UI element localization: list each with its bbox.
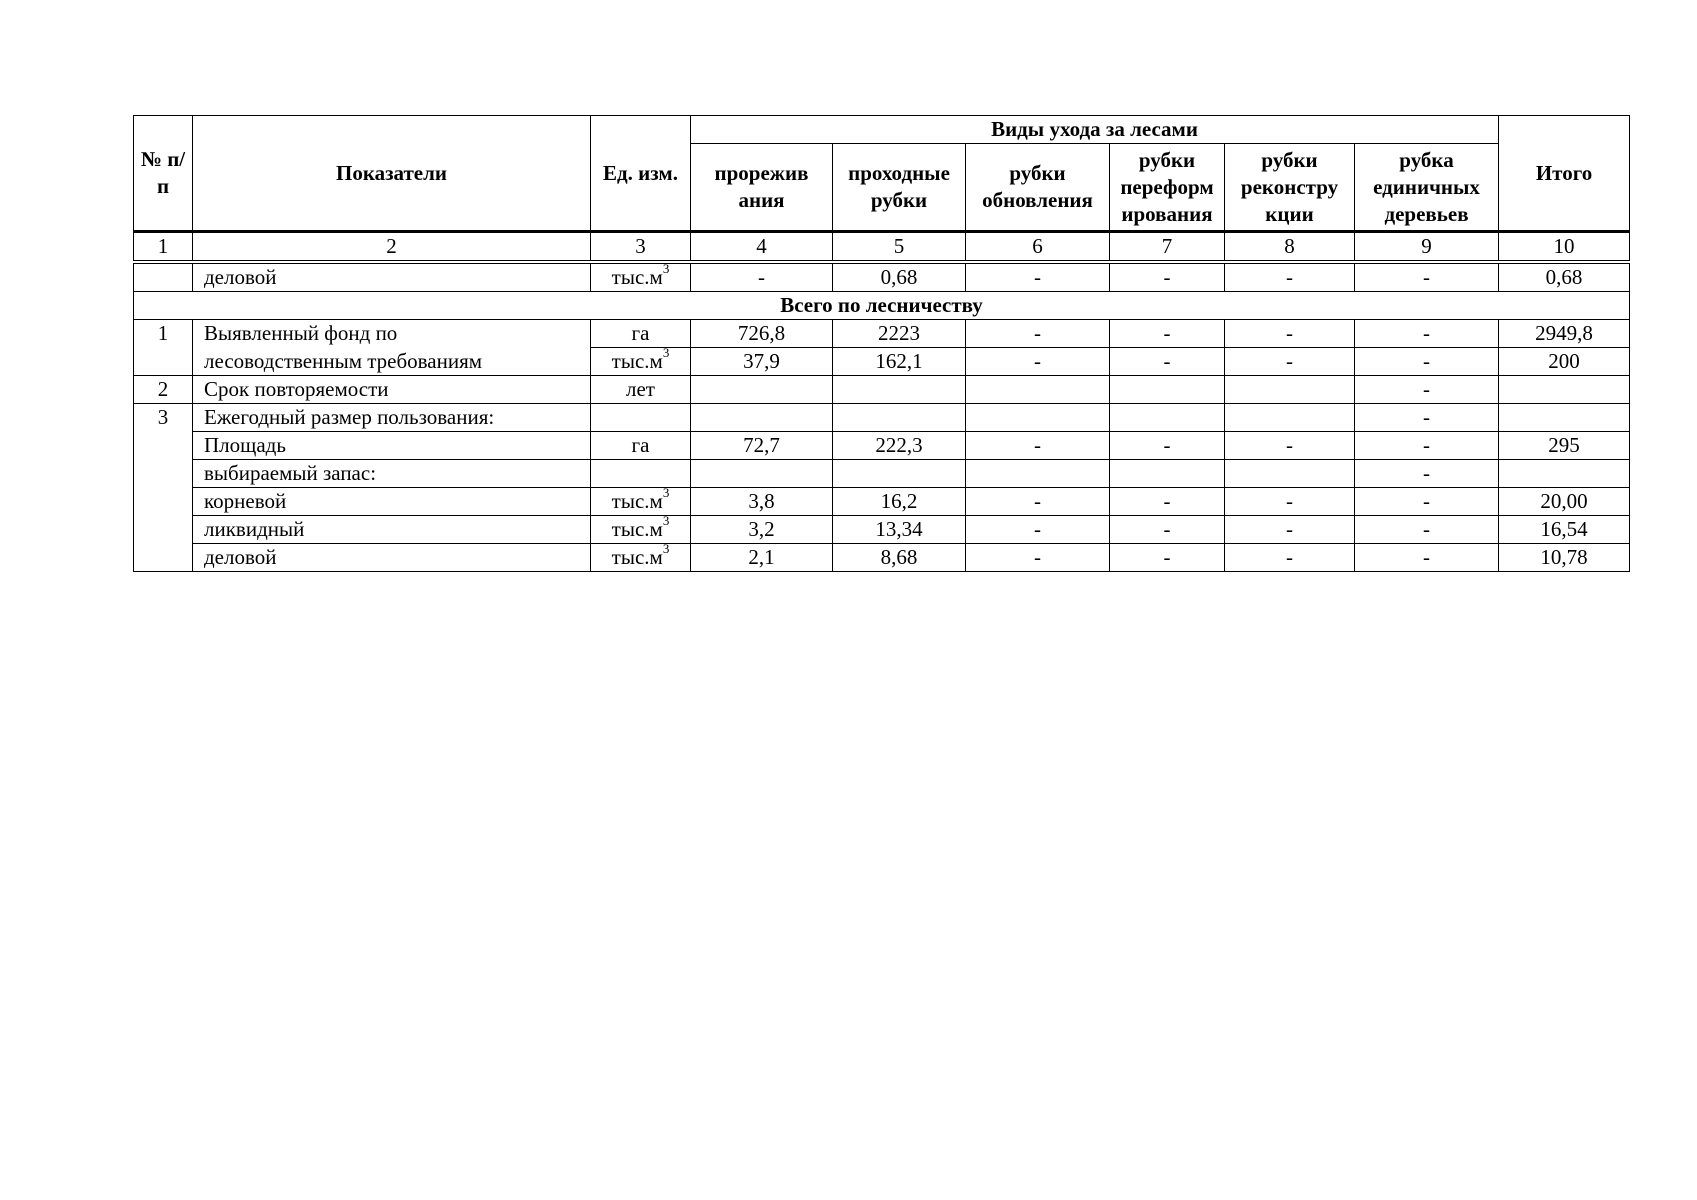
row-unit — [591, 460, 691, 488]
row-num — [134, 262, 193, 292]
colnum-1: 1 — [134, 232, 193, 263]
row-val: - — [1110, 432, 1225, 460]
row-val: - — [1225, 544, 1355, 572]
document-page — [133, 115, 1630, 572]
unit-sup: 3 — [662, 487, 670, 500]
row-val: 37,9 — [691, 348, 833, 376]
continued-row — [134, 262, 1630, 292]
header-unit: Ед. изм. — [591, 116, 691, 232]
row-val: - — [1225, 348, 1355, 376]
row-val: - — [966, 544, 1110, 572]
header-col-renewal: рубки обновления — [966, 144, 1110, 232]
section-row — [134, 292, 1630, 320]
row-name: ликвидный — [193, 516, 591, 544]
row-val: - — [1225, 516, 1355, 544]
row-val: - — [1355, 432, 1499, 460]
table-body — [134, 320, 1630, 572]
row-val: 13,34 — [833, 516, 966, 544]
row-val: - — [966, 516, 1110, 544]
row-val: - — [1355, 516, 1499, 544]
table-row — [134, 432, 1630, 460]
unit-sup: 3 — [662, 515, 670, 528]
header-row-1 — [134, 116, 1630, 144]
row-val: - — [1225, 488, 1355, 516]
row-unit — [591, 376, 691, 404]
row-total: 295 — [1499, 432, 1630, 460]
unit-sup: 3 — [662, 262, 670, 276]
row-val: - — [1110, 516, 1225, 544]
row-val: - — [1355, 262, 1499, 292]
row-val: 72,7 — [691, 432, 833, 460]
row-num: 2 — [134, 376, 193, 404]
row-val — [833, 376, 966, 404]
row-total: 20,00 — [1499, 488, 1630, 516]
row-name: Площадь — [193, 432, 591, 460]
table-row — [134, 460, 1630, 488]
row-val: - — [1110, 488, 1225, 516]
row-name: деловой — [193, 262, 591, 292]
row-total — [1499, 460, 1630, 488]
row-val: - — [1110, 320, 1225, 348]
row-val — [1110, 376, 1225, 404]
header-num: № п/п — [134, 116, 193, 232]
row-name: Выявленный фонд по — [193, 320, 591, 348]
header-indicators: Показатели — [193, 116, 591, 232]
table-row — [134, 404, 1630, 432]
header-col-reconstruction: рубки реконстру кции — [1225, 144, 1355, 232]
header-group: Виды ухода за лесами — [691, 116, 1499, 144]
table-row — [134, 348, 1630, 376]
row-total: 200 — [1499, 348, 1630, 376]
row-val — [691, 404, 833, 432]
column-number-row — [134, 232, 1630, 263]
row-val: - — [1110, 348, 1225, 376]
row-name: Срок повторяемости — [193, 376, 591, 404]
row-val — [966, 376, 1110, 404]
row-val — [691, 460, 833, 488]
row-val: - — [966, 348, 1110, 376]
row-val — [1225, 460, 1355, 488]
row-val — [1110, 460, 1225, 488]
table-row — [134, 544, 1630, 572]
colnum-6: 6 — [966, 232, 1110, 263]
row-val: 726,8 — [691, 320, 833, 348]
row-unit — [591, 404, 691, 432]
table-row — [134, 376, 1630, 404]
row-val — [966, 460, 1110, 488]
row-total: 0,68 — [1499, 262, 1630, 292]
row-unit — [591, 516, 691, 544]
row-val: 2,1 — [691, 544, 833, 572]
unit-base: тыс.м — [611, 545, 663, 569]
colnum-8: 8 — [1225, 232, 1355, 263]
unit-base: тыс.м — [611, 265, 663, 289]
unit-base: га — [631, 321, 650, 345]
row-name: корневой — [193, 488, 591, 516]
row-val: 8,68 — [833, 544, 966, 572]
row-name: Ежегодный размер пользования: — [193, 404, 591, 432]
row-name: выбираемый запас: — [193, 460, 591, 488]
row-val: - — [966, 320, 1110, 348]
row-unit — [591, 544, 691, 572]
unit-sup: 3 — [662, 543, 670, 556]
row-total — [1499, 376, 1630, 404]
row-val — [966, 404, 1110, 432]
row-val: - — [1110, 262, 1225, 292]
row-total: 2949,8 — [1499, 320, 1630, 348]
row-val — [1110, 404, 1225, 432]
row-val — [1225, 404, 1355, 432]
unit-base: тыс.м — [611, 517, 663, 541]
row-val: - — [1355, 320, 1499, 348]
row-val: 222,3 — [833, 432, 966, 460]
row-name: лесоводственным требованиям — [193, 348, 591, 376]
table-row — [134, 488, 1630, 516]
unit-base: тыс.м — [611, 349, 663, 373]
row-total: 10,78 — [1499, 544, 1630, 572]
header-total: Итого — [1499, 116, 1630, 232]
unit-base: лет — [626, 377, 655, 401]
row-val: 2223 — [833, 320, 966, 348]
row-val — [1225, 376, 1355, 404]
header-col-thinning: прорежив ания — [691, 144, 833, 232]
row-num: 1 — [134, 320, 193, 376]
row-unit — [591, 320, 691, 348]
row-val: - — [1225, 320, 1355, 348]
row-num: 3 — [134, 404, 193, 572]
row-total — [1499, 404, 1630, 432]
colnum-4: 4 — [691, 232, 833, 263]
row-val: - — [1355, 404, 1499, 432]
row-val: - — [1225, 432, 1355, 460]
row-name: деловой — [193, 544, 591, 572]
row-val: - — [1355, 488, 1499, 516]
row-val: - — [1225, 262, 1355, 292]
row-val: 0,68 — [833, 262, 966, 292]
row-val: 3,8 — [691, 488, 833, 516]
colnum-3: 3 — [591, 232, 691, 263]
header-col-reformation: рубки переформ ирования — [1110, 144, 1225, 232]
row-val: 16,2 — [833, 488, 966, 516]
row-unit — [591, 348, 691, 376]
unit-base: тыс.м — [611, 489, 663, 513]
table-row — [134, 320, 1630, 348]
colnum-9: 9 — [1355, 232, 1499, 263]
row-val: - — [966, 488, 1110, 516]
row-val: - — [1355, 348, 1499, 376]
row-val: 3,2 — [691, 516, 833, 544]
unit-sup: 3 — [662, 347, 670, 360]
row-val: - — [966, 262, 1110, 292]
row-val — [833, 460, 966, 488]
row-val: - — [966, 432, 1110, 460]
row-unit — [591, 432, 691, 460]
colnum-7: 7 — [1110, 232, 1225, 263]
colnum-2: 2 — [193, 232, 591, 263]
row-val: 162,1 — [833, 348, 966, 376]
row-val: - — [691, 262, 833, 292]
section-title: Всего по лесничеству — [134, 292, 1630, 320]
row-val — [691, 376, 833, 404]
row-val — [833, 404, 966, 432]
row-val: - — [1355, 460, 1499, 488]
colnum-5: 5 — [833, 232, 966, 263]
colnum-10: 10 — [1499, 232, 1630, 263]
row-total: 16,54 — [1499, 516, 1630, 544]
row-unit — [591, 488, 691, 516]
row-unit — [591, 262, 691, 292]
header-col-passage: проходные рубки — [833, 144, 966, 232]
forest-care-table — [133, 115, 1630, 572]
unit-base: га — [631, 433, 650, 457]
row-val: - — [1355, 544, 1499, 572]
row-val: - — [1110, 544, 1225, 572]
table-row — [134, 516, 1630, 544]
header-col-single-trees: рубка единичных деревьев — [1355, 144, 1499, 232]
row-val: - — [1355, 376, 1499, 404]
